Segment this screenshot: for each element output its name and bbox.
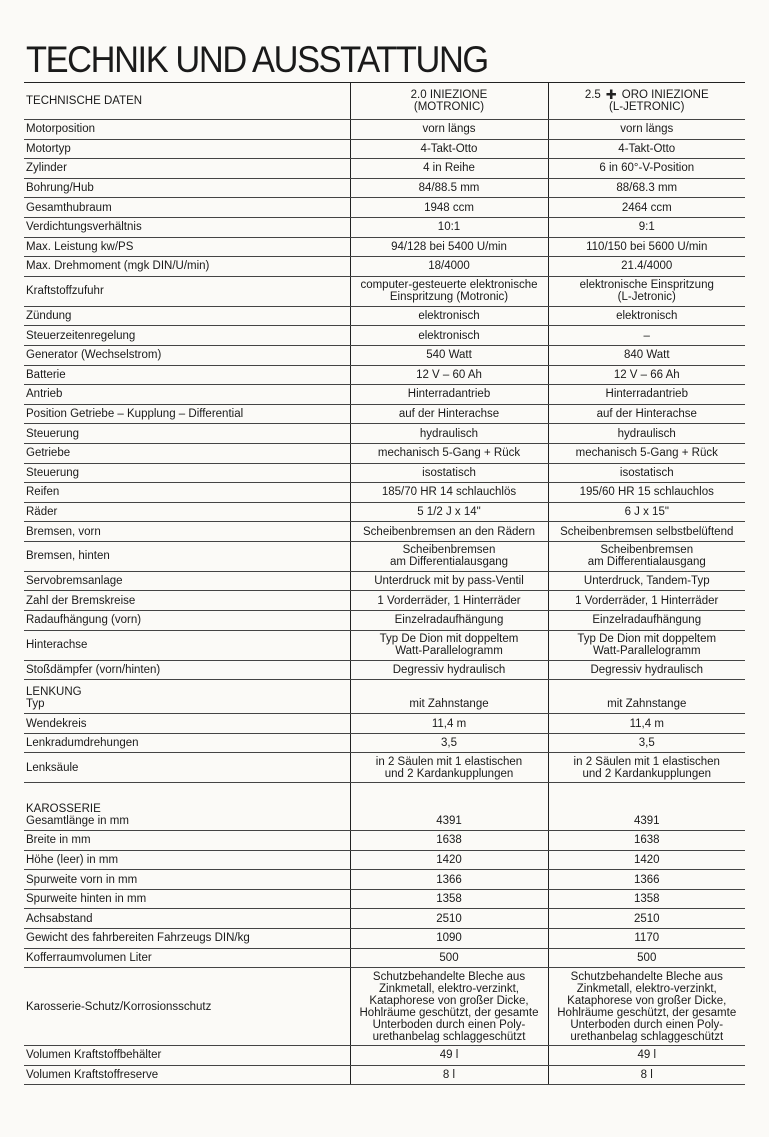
row-value-2-5: Einzelradaufhängung [548,611,745,631]
row-value-2-5: 2510 [548,909,745,929]
row-value-2-0: Schutzbehandelte Bleche aus Zinkmetall, elektro-verzinkt, Kataphorese von großer Dicke, Hohlräume geschützt, der gesamte Unterboden durch einen Poly- urethanbelag schlaggeschützt [350,968,548,1046]
table-row [24,571,745,591]
row-value-2-5: 11,4 m [548,714,745,734]
row-value-2-5: elektronische Einspritzung (L-Jetronic) [548,276,745,306]
row-label: Generator (Wechselstrom) [24,345,350,365]
row-value-2-0: Scheibenbremsen an den Rädern [350,522,548,542]
row-value-2-0: vorn längs [350,120,548,140]
row-value-2-0: elektronisch [350,306,548,326]
row-value-2-5: mechanisch 5-Gang + Rück [548,443,745,463]
row-value-2-5: 6 in 60°-V-Position [548,159,745,179]
table-row [24,909,745,929]
row-value-2-0: 4391 [350,783,548,831]
row-value-2-0: Unterdruck mit by pass-Ventil [350,571,548,591]
section-title: KAROSSERIE [26,803,101,816]
row-label: Max. Leistung kw/PS [24,237,350,257]
table-row [24,541,745,571]
row-label: Höhe (leer) in mm [24,850,350,870]
table-row [24,463,745,483]
table-row [24,714,745,734]
row-label: Hinterachse [24,630,350,660]
row-value-2-0: 2510 [350,909,548,929]
table-row [24,850,745,870]
row-label: Volumen Kraftstoffreserve [24,1065,350,1085]
table-row [24,276,745,306]
row-value-2-5: mit Zahnstange [548,680,745,714]
header-model-2-5 [548,83,745,120]
table-row [24,404,745,424]
row-label: Typ [26,698,45,711]
row-label: Achsabstand [24,909,350,929]
row-value-2-5: Schutzbehandelte Bleche aus Zinkmetall, elektro-verzinkt, Kataphorese von großer Dicke, Hohlräume geschützt, der gesamte Unterboden durch einen Poly- urethanbelag schlaggeschützt [548,968,745,1046]
row-label: Motorposition [24,120,350,140]
row-value-2-0: 1358 [350,889,548,909]
row-label: Zylinder [24,159,350,179]
row-value-2-0: 49 l [350,1046,548,1066]
row-value-2-0: computer-gesteuerte elektronische Einspritzung (Motronic) [350,276,548,306]
row-value-2-5: 2464 ccm [548,198,745,218]
row-value-2-0: 1638 [350,831,548,851]
row-label: Gesamtlänge in mm [26,815,129,828]
row-value-2-0: 11,4 m [350,714,548,734]
row-value-2-5: Scheibenbremsen am Differentialausgang [548,541,745,571]
row-value-2-0: Typ De Dion mit doppeltem Watt-Parallelogramm [350,630,548,660]
table-row [24,522,745,542]
row-value-2-0: hydraulisch [350,424,548,444]
row-value-2-0: elektronisch [350,326,548,346]
row-label: Volumen Kraftstoffbehälter [24,1046,350,1066]
row-value-2-0: 5 1/2 J x 14" [350,502,548,522]
section-cell [24,680,350,714]
table-row [24,591,745,611]
row-value-2-0: 3,5 [350,733,548,753]
row-label: Batterie [24,365,350,385]
row-value-2-0: Hinterradantrieb [350,385,548,405]
table-row [24,257,745,277]
row-label: Bremsen, vorn [24,522,350,542]
row-value-2-5: 1638 [548,831,745,851]
row-value-2-5: 1366 [548,870,745,890]
row-label: Radaufhängung (vorn) [24,611,350,631]
row-value-2-0: 1420 [350,850,548,870]
row-value-2-0: isostatisch [350,463,548,483]
row-value-2-5: 1170 [548,929,745,949]
row-value-2-5: Degressiv hydraulisch [548,660,745,680]
row-value-2-5: 21.4/4000 [548,257,745,277]
row-value-2-0: Degressiv hydraulisch [350,660,548,680]
row-label: Spurweite vorn in mm [24,870,350,890]
cloverleaf-icon: ✚ [605,87,617,102]
row-value-2-5: – [548,326,745,346]
section-title: LENKUNG [26,686,82,699]
table-row [24,630,745,660]
row-value-2-5: 195/60 HR 15 schlauchlos [548,483,745,503]
row-label: Stoßdämpfer (vorn/hinten) [24,660,350,680]
row-value-2-5: 6 J x 15" [548,502,745,522]
row-label: Spurweite hinten in mm [24,889,350,909]
header-label: TECHNISCHE DATEN [24,83,350,120]
row-label: Lenksäule [24,753,350,783]
table-row [24,483,745,503]
row-label: Wendekreis [24,714,350,734]
table-row [24,831,745,851]
row-label: Steuerzeitenregelung [24,326,350,346]
table-row [24,611,745,631]
spec-table-body [24,83,745,1085]
table-row [24,929,745,949]
row-label: Breite in mm [24,831,350,851]
row-label: Kofferraumvolumen Liter [24,948,350,968]
row-label: Antrieb [24,385,350,405]
row-value-2-5: 500 [548,948,745,968]
row-value-2-5: 4391 [548,783,745,831]
row-label: Bremsen, hinten [24,541,350,571]
row-label: Getriebe [24,443,350,463]
row-value-2-0: auf der Hinterachse [350,404,548,424]
row-value-2-5: elektronisch [548,306,745,326]
row-label: Bohrung/Hub [24,178,350,198]
row-value-2-0: 18/4000 [350,257,548,277]
table-row [24,660,745,680]
row-value-2-5: hydraulisch [548,424,745,444]
table-row [24,870,745,890]
table-row [24,1046,745,1066]
table-row [24,1065,745,1085]
row-value-2-0: in 2 Säulen mit 1 elastischen und 2 Kardankupplungen [350,753,548,783]
row-label: Motortyp [24,139,350,159]
row-value-2-0: 4-Takt-Otto [350,139,548,159]
row-value-2-5: 49 l [548,1046,745,1066]
row-value-2-5: 8 l [548,1065,745,1085]
row-value-2-5: Unterdruck, Tandem-Typ [548,571,745,591]
row-value-2-5: auf der Hinterachse [548,404,745,424]
header-suffix: ORO INIEZIONE (L-JETRONIC) [609,89,709,113]
table-row [24,237,745,257]
row-value-2-5: 4-Takt-Otto [548,139,745,159]
table-row [24,120,745,140]
row-label: Kraftstoffzufuhr [24,276,350,306]
table-row [24,345,745,365]
row-value-2-0: 1 Vorderräder, 1 Hinterräder [350,591,548,611]
table-row [24,733,745,753]
row-label: Verdichtungsverhältnis [24,217,350,237]
table-row [24,889,745,909]
row-value-2-0: 500 [350,948,548,968]
table-row [24,326,745,346]
row-value-2-0: 8 l [350,1065,548,1085]
row-value-2-5: 88/68.3 mm [548,178,745,198]
row-value-2-0: 10:1 [350,217,548,237]
table-row [24,753,745,783]
section-first-row [24,680,745,714]
row-value-2-5: 3,5 [548,733,745,753]
row-value-2-5: 1358 [548,889,745,909]
row-label: Steuerung [24,424,350,444]
row-label: Zündung [24,306,350,326]
row-value-2-5: 12 V – 66 Ah [548,365,745,385]
row-value-2-0: 1090 [350,929,548,949]
row-value-2-0: mit Zahnstange [350,680,548,714]
row-value-2-0: 84/88.5 mm [350,178,548,198]
row-label: Lenkradumdrehungen [24,733,350,753]
row-label: Position Getriebe – Kupplung – Differential [24,404,350,424]
row-value-2-5: 840 Watt [548,345,745,365]
row-value-2-5: 1 Vorderräder, 1 Hinterräder [548,591,745,611]
row-label: Karosserie-Schutz/Korrosionsschutz [24,968,350,1046]
section-cell [24,783,350,831]
page-title: TECHNIK UND AUSSTATTUNG [26,39,488,80]
table-row [24,443,745,463]
table-row [24,217,745,237]
row-value-2-5: Hinterradantrieb [548,385,745,405]
table-row [24,198,745,218]
table-row [24,385,745,405]
table-row [24,502,745,522]
table-row [24,948,745,968]
row-label: Reifen [24,483,350,503]
row-value-2-0: 1948 ccm [350,198,548,218]
row-value-2-5: Scheibenbremsen selbstbelüftend [548,522,745,542]
row-value-2-5: 110/150 bei 5600 U/min [548,237,745,257]
header-prefix: 2.5 [584,89,601,101]
table-row [24,365,745,385]
row-value-2-5: isostatisch [548,463,745,483]
row-value-2-0: 4 in Reihe [350,159,548,179]
row-value-2-0: 540 Watt [350,345,548,365]
row-value-2-5: Typ De Dion mit doppeltem Watt-Parallelogramm [548,630,745,660]
table-row [24,159,745,179]
row-value-2-5: in 2 Säulen mit 1 elastischen und 2 Kardankupplungen [548,753,745,783]
row-label: Zahl der Bremskreise [24,591,350,611]
row-label: Gewicht des fahrbereiten Fahrzeugs DIN/kg [24,929,350,949]
table-row [24,968,745,1046]
table-row [24,424,745,444]
table-row [24,306,745,326]
row-value-2-0: mechanisch 5-Gang + Rück [350,443,548,463]
row-value-2-0: 12 V – 60 Ah [350,365,548,385]
row-label: Gesamthubraum [24,198,350,218]
row-value-2-0: 1366 [350,870,548,890]
row-label: Servobremsanlage [24,571,350,591]
table-header-row [24,83,745,120]
row-value-2-0: 94/128 bei 5400 U/min [350,237,548,257]
row-label: Max. Drehmoment (mgk DIN/U/min) [24,257,350,277]
row-value-2-0: Scheibenbremsen am Differentialausgang [350,541,548,571]
row-value-2-5: 9:1 [548,217,745,237]
section-first-row [24,783,745,831]
spec-table [24,82,745,1085]
row-value-2-5: 1420 [548,850,745,870]
row-value-2-0: Einzelradaufhängung [350,611,548,631]
row-value-2-5: vorn längs [548,120,745,140]
table-row [24,178,745,198]
table-row [24,139,745,159]
row-label: Räder [24,502,350,522]
row-value-2-0: 185/70 HR 14 schlauchlös [350,483,548,503]
header-model-2-0: 2.0 INIEZIONE (MOTRONIC) [350,83,548,120]
row-label: Steuerung [24,463,350,483]
